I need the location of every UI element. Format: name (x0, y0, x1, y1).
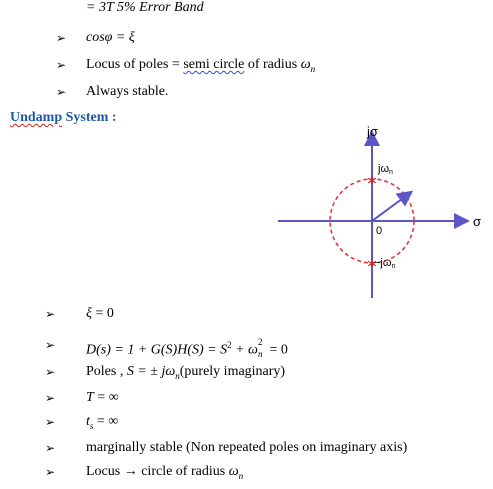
upper-pole-subscript: n (389, 169, 393, 176)
omega-subscript: n (310, 63, 316, 74)
ts-line (86, 414, 118, 434)
x-axis-label: σ (473, 214, 482, 229)
locus-circle-text: Locus → circle of radius (86, 464, 229, 479)
upper-pole-text: jω (378, 163, 390, 175)
bullet-arrow-icon: ➢ (45, 365, 56, 379)
lower-pole-marker: ∗ (366, 256, 378, 272)
bullet-arrow-icon: ➢ (45, 441, 56, 455)
bullet-arrow-icon: ➢ (56, 58, 67, 72)
marginally-stable-line (86, 440, 407, 456)
always-stable-line (86, 84, 168, 100)
bullet-arrow-icon: ➢ (45, 338, 56, 352)
pole-locus-diagram (270, 120, 485, 300)
locus-semicircle-line (86, 57, 315, 77)
cos-phi-line (86, 30, 135, 46)
upper-pole-label (377, 163, 393, 176)
ts-value: = ∞ (93, 414, 119, 429)
lower-pole-text: −jω (374, 257, 392, 269)
error-band-text: = 3T 5% Error Band (86, 0, 204, 15)
bullet-arrow-icon: ➢ (45, 465, 56, 479)
poles-subscript: n (175, 370, 180, 381)
heading-word-undamp: Undamp (10, 110, 63, 125)
char-eq-part-a: D(s) = 1 + G(S)H(S) = S (86, 342, 228, 358)
ts-subscript: s (89, 420, 94, 431)
settling-t-line (86, 390, 119, 406)
xi-symbol: ξ (86, 306, 92, 321)
origin-label: 0 (376, 225, 383, 237)
heading-word-system: System : (62, 110, 117, 125)
bullet-arrow-icon: ➢ (56, 85, 67, 99)
locus-omega-sub: n (238, 470, 244, 481)
omega-squared-sup: 2 (257, 336, 263, 347)
semi-circle-text: semi circle (183, 57, 245, 72)
locus-circle-line (86, 464, 243, 484)
t-symbol: T (86, 390, 94, 405)
upper-pole-marker: ∗ (366, 173, 378, 189)
xi-value: = 0 (92, 306, 114, 321)
bullet-arrow-icon: ➢ (45, 391, 56, 405)
poles-line (86, 364, 285, 384)
marginally-stable-text: marginally stable (Non repeated poles on imaginary axis) (86, 440, 408, 455)
locus-text-b: of radius (244, 57, 301, 72)
t-value: = ∞ (93, 390, 119, 405)
lower-pole-subscript: n (391, 263, 396, 270)
s-squared-sup: 2 (227, 340, 232, 350)
poles-expression: S = ± jω (126, 364, 176, 379)
radius-arrow (372, 193, 410, 221)
lower-pole-label (374, 257, 395, 270)
y-axis-label: jσ (367, 124, 378, 139)
error-band-line (86, 0, 204, 16)
characteristic-eq-line (86, 337, 288, 359)
ts-symbol: t (86, 414, 90, 429)
locus-omega: ω (228, 464, 239, 479)
locus-text-a: Locus of poles = (86, 57, 184, 72)
char-eq-part-b: + ω (231, 342, 258, 358)
char-eq-part-c: = 0 (265, 342, 288, 358)
omega-symbol: ω (300, 57, 311, 72)
poles-label: Poles , (86, 364, 127, 379)
bullet-arrow-icon: ➢ (45, 415, 56, 429)
always-stable-text: Always stable. (86, 84, 169, 99)
xi-zero-line (86, 306, 114, 322)
undamp-system-heading (10, 110, 117, 126)
cos-phi-text: cosφ = ξ (86, 30, 135, 45)
bullet-arrow-icon: ➢ (56, 31, 67, 45)
omega-n-sub: n (257, 348, 263, 359)
bullet-arrow-icon: ➢ (45, 307, 56, 321)
poles-note: (purely imaginary) (179, 364, 286, 379)
